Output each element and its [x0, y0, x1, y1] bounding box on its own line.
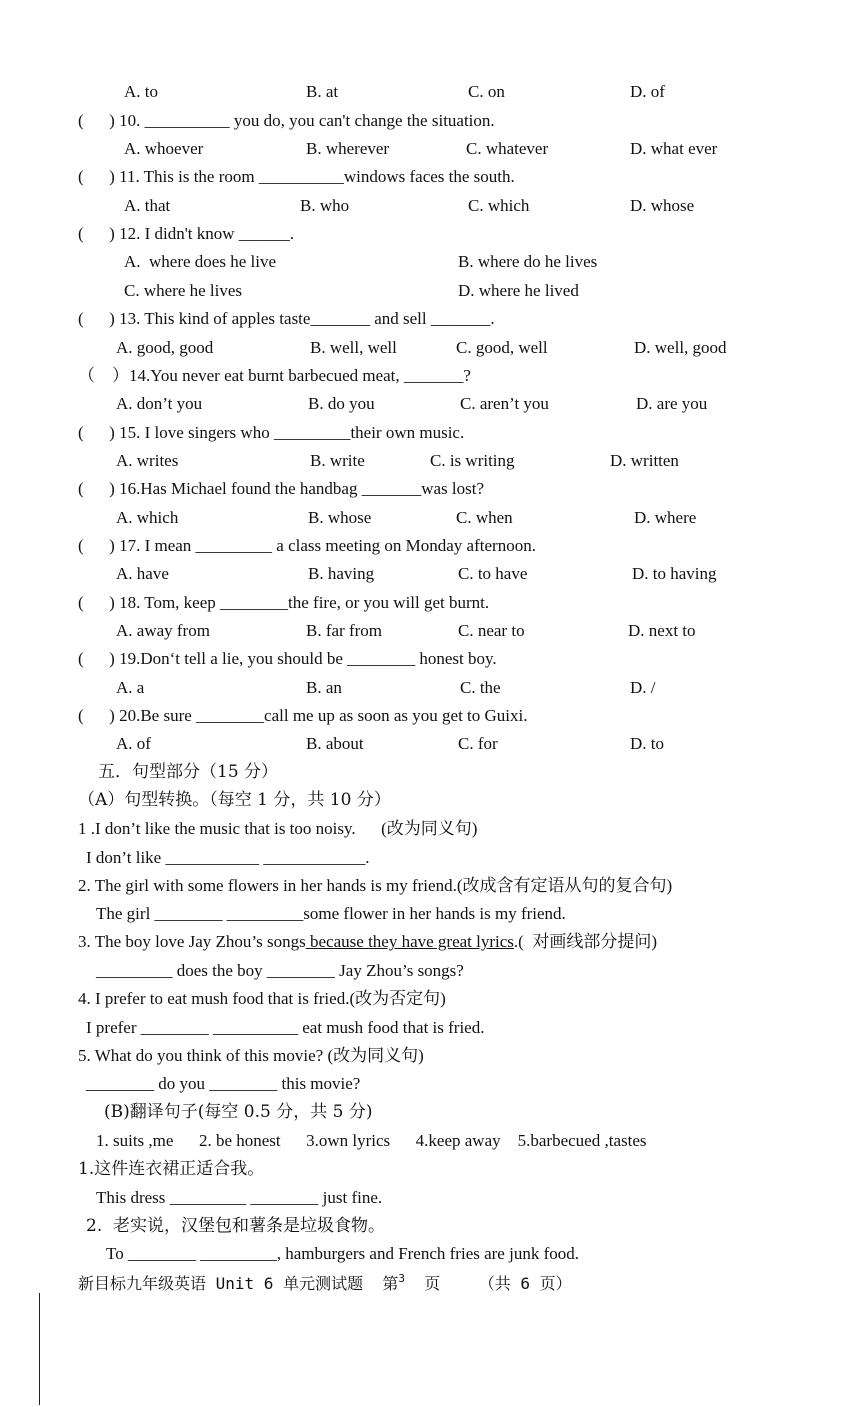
question-stem: ( ) 11. This is the room __________windows faces the south. [78, 167, 515, 186]
q9-option-b: B. at [306, 82, 339, 101]
option-d: D. / [630, 678, 656, 697]
question-stem: ( ) 15. I love singers who _________their own music. [78, 423, 465, 442]
option-c: C. to have [458, 564, 528, 583]
option-a: A. away from [116, 621, 210, 640]
option-d: D. where he lived [458, 281, 579, 300]
transform-3-instruction: .( 对画线部分提问) [513, 932, 657, 951]
option-a: A. writes [116, 451, 179, 470]
translate-1-answer: This dress _________ ________ just fine. [96, 1188, 383, 1207]
transform-1-answer: I don’t like ___________ ____________. [86, 848, 370, 867]
option-d: D. are you [636, 394, 708, 413]
footer-title: 新目标九年级英语 Unit 6 单元测试题 第 [78, 1274, 399, 1293]
option-d: D. to [630, 734, 664, 753]
transform-5-answer: ________ do you ________ this movie? [86, 1074, 361, 1093]
option-b: B. an [306, 678, 342, 697]
option-d: D. next to [628, 621, 696, 640]
translate-2-answer: To ________ _________, hamburgers and French fries are junk food. [106, 1244, 579, 1263]
option-b: B. where do he lives [458, 252, 598, 271]
q9-option-c: C. on [468, 82, 505, 101]
option-c: C. which [468, 196, 530, 215]
footer-total-pages: （共 6 页） [478, 1274, 572, 1293]
transform-2-answer: The girl ________ _________some flower in her hands is my friend. [96, 904, 566, 923]
page-footer [78, 1274, 572, 1296]
option-a: A. good, good [116, 338, 214, 357]
transform-3 [78, 932, 657, 952]
question-stem: ( ) 12. I didn't know ______. [78, 224, 295, 243]
option-c: C. good, well [456, 338, 548, 357]
option-c: C. where he lives [124, 281, 243, 300]
option-b: B. having [308, 564, 375, 583]
option-c: C. for [458, 734, 498, 753]
question-stem: （ ）14.You never eat burnt barbecued meat, _______? [78, 366, 471, 385]
question-stem: ( ) 19.Don‘t tell a lie, you should be ________ honest boy. [78, 649, 497, 668]
transform-4: 4. I prefer to eat mush food that is fried.(改为否定句) [78, 989, 446, 1008]
transform-1: 1 .I don’t like the music that is too noisy. (改为同义句) [78, 819, 478, 838]
transform-3-text: 3. The boy love Jay Zhou’s songs [78, 932, 306, 951]
transform-5: 5. What do you think of this movie? (改为同义句) [78, 1046, 424, 1065]
translate-2: 2. 老实说，汉堡包和薯条是垃圾食物。 [86, 1216, 386, 1236]
transform-3-answer: _________ does the boy ________ Jay Zhou’s songs? [96, 961, 464, 980]
option-c: C. aren’t you [460, 394, 549, 413]
question-stem: ( ) 13. This kind of apples taste_______ and sell _______. [78, 309, 495, 328]
margin-line [39, 1293, 40, 1405]
question-stem: ( ) 17. I mean _________ a class meeting on Monday afternoon. [78, 536, 536, 555]
option-a: A. a [116, 678, 145, 697]
transform-2: 2. The girl with some flowers in her hands is my friend.(改成含有定语从句的复合句) [78, 876, 673, 895]
option-d: D. well, good [634, 338, 727, 357]
question-stem: ( ) 16.Has Michael found the handbag _______was lost? [78, 479, 485, 498]
option-a: A. where does he live [124, 252, 277, 271]
option-a: A. have [116, 564, 169, 583]
option-b: B. who [300, 196, 350, 215]
option-b: B. wherever [306, 139, 390, 158]
section-title: 五．句型部分（15 分） [98, 762, 279, 782]
option-a: A. whoever [124, 139, 204, 158]
translate-1: 1.这件连衣裙正适合我。 [78, 1159, 265, 1179]
option-b: B. far from [306, 621, 383, 640]
option-b: B. whose [308, 508, 372, 527]
option-b: B. write [310, 451, 365, 470]
option-a: A. of [116, 734, 151, 753]
option-d: D. written [610, 451, 679, 470]
option-d: D. where [634, 508, 697, 527]
option-c: C. near to [458, 621, 525, 640]
question-stem: ( ) 10. __________ you do, you can't change the situation. [78, 111, 495, 130]
option-d: D. to having [632, 564, 717, 583]
underlined-phrase: because they have great lyrics [305, 932, 514, 951]
option-c: C. is writing [430, 451, 515, 470]
question-stem: ( ) 20.Be sure ________call me up as soon as you get to Guixi. [78, 706, 528, 725]
transform-4-answer: I prefer ________ __________ eat mush food that is fried. [86, 1018, 485, 1037]
question-stem: ( ) 18. Tom, keep ________the fire, or you will get burnt. [78, 593, 490, 612]
option-a: A. don’t you [116, 394, 203, 413]
option-b: B. do you [308, 394, 375, 413]
option-a: A. that [124, 196, 171, 215]
q9-option-a: A. to [124, 82, 158, 101]
word-bank: 1. suits ,me 2. be honest 3.own lyrics 4.keep away 5.barbecued ,tastes [96, 1131, 647, 1150]
part-a-heading: （A）句型转换。（每空 1 分，共 10 分） [78, 790, 391, 810]
option-c: C. when [456, 508, 513, 527]
page-number: 3 [398, 1272, 405, 1285]
option-b: B. about [306, 734, 364, 753]
option-b: B. well, well [310, 338, 397, 357]
q9-option-d: D. of [630, 82, 665, 101]
option-d: D. whose [630, 196, 695, 215]
option-c: C. whatever [466, 139, 549, 158]
option-d: D. what ever [630, 139, 718, 158]
part-b-heading: (B)翻译句子(每空 0.5 分，共 5 分) [104, 1102, 373, 1122]
option-c: C. the [460, 678, 501, 697]
footer-page-label: 页 [404, 1274, 441, 1293]
option-a: A. which [116, 508, 179, 527]
